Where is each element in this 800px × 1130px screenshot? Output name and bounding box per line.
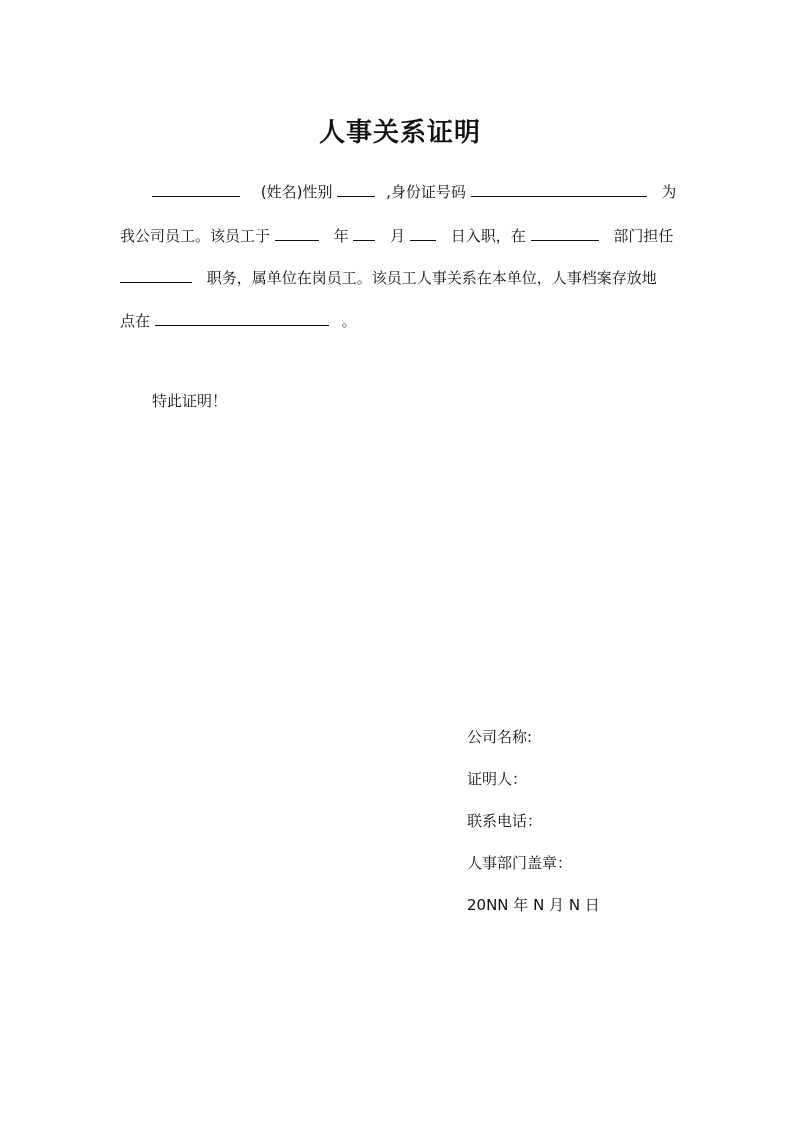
month-label: 月 xyxy=(390,227,406,245)
hr-stamp-label: 人事部门盖章： xyxy=(467,854,573,872)
body-line-2 xyxy=(120,224,673,246)
name-blank[interactable] xyxy=(152,180,240,197)
certifier-label: 证明人： xyxy=(467,770,528,788)
name-gender-label: (姓名)性别 xyxy=(260,183,333,201)
gender-blank[interactable] xyxy=(337,180,375,197)
contact-phone-label: 联系电话： xyxy=(467,812,543,830)
document-title: 人事关系证明 xyxy=(318,118,481,148)
department-blank[interactable] xyxy=(531,224,599,241)
archive-location-blank[interactable] xyxy=(155,309,329,326)
signature-date: 20NN 年 N 月 N 日 xyxy=(467,896,600,914)
year-blank[interactable] xyxy=(275,224,319,241)
month-blank[interactable] xyxy=(353,224,375,241)
day-blank[interactable] xyxy=(410,224,436,241)
year-label: 年 xyxy=(333,227,349,245)
closing-statement: 特此证明！ xyxy=(152,392,228,410)
body-line-3 xyxy=(120,266,657,288)
id-number-blank[interactable] xyxy=(471,180,647,197)
id-number-label: ,身份证号码 xyxy=(386,183,466,201)
position-blank[interactable] xyxy=(120,266,192,283)
line1-end: 为 xyxy=(661,183,677,201)
department-label: 部门担任 xyxy=(613,227,674,245)
line4-end: 。 xyxy=(341,312,357,330)
archive-location-label: 点在 xyxy=(120,312,151,330)
body-line-1 xyxy=(152,180,676,202)
company-name-label: 公司名称: xyxy=(467,728,533,746)
join-label: 日入职，在 xyxy=(450,227,526,245)
position-text: 职务，属单位在岗员工。该员工人事关系在本单位，人事档案存放地 xyxy=(206,269,657,287)
employee-since-label: 我公司员工。该员工于 xyxy=(120,227,271,245)
body-line-4 xyxy=(120,309,357,331)
